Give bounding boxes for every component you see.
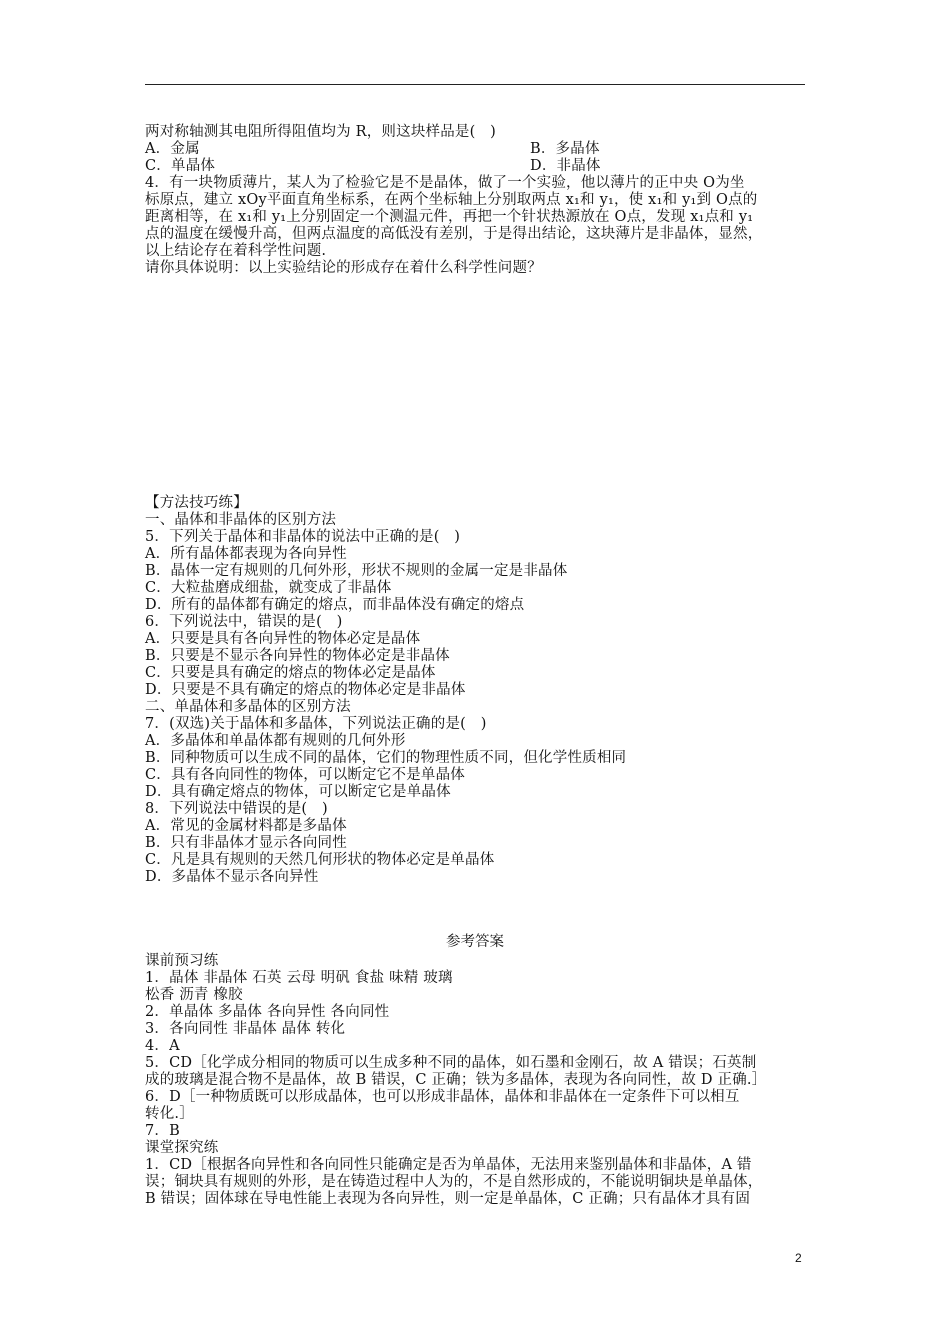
q4-line-3: 距离相等，在 x₁和 y₁上分别固定一个测温元件，再把一个针状热源放在 O点，发现 x₁点和 y₁	[145, 209, 754, 225]
q6-option-c: C．只要是具有确定的熔点的物体必定是晶体	[145, 665, 436, 681]
q3-option-b: B．多晶体	[530, 141, 600, 157]
class-answer-1-cont2: B 错误；固体球在导电性能上表现为各向异性，则一定是单晶体，C 正确；只有晶体才具有固	[145, 1191, 751, 1207]
class-answer-1-cont: 误；铜块具有规则的外形，是在铸造过程中人为的，不是自然形成的，不能说明铜块是单晶体，	[145, 1174, 763, 1190]
q3-option-d: D．非晶体	[530, 158, 601, 174]
answers-title: 参考答案	[446, 934, 504, 950]
answer-6-cont: 转化.］	[145, 1106, 194, 1122]
answer-5-cont: 成的玻璃是混合物不是晶体，故 B 错误，C 正确；铁为多晶体，表现为各向同性，故 D 正确.］	[145, 1072, 767, 1088]
header-rule	[145, 84, 805, 85]
q6-option-a: A．只要是具有各向异性的物体必定是晶体	[145, 631, 421, 647]
answer-1: 1．晶体 非晶体 石英 云母 明矾 食盐 味精 玻璃	[145, 970, 453, 986]
q8-option-d: D．多晶体不显示各向异性	[145, 869, 319, 885]
answer-6: 6．D［一种物质既可以形成晶体，也可以形成非晶体，晶体和非晶体在一定条件下可以相互	[145, 1089, 740, 1105]
q3-option-c: C．单晶体	[145, 158, 216, 174]
answer-5: 5．CD［化学成分相同的物质可以生成多种不同的晶体，如石墨和金刚石，故 A 错误；石英制	[145, 1055, 757, 1071]
q4-question: 请你具体说明：以上实验结论的形成存在着什么科学性问题？	[145, 260, 542, 276]
q8-stem: 8．下列说法中错误的是( )	[145, 801, 328, 817]
q5-stem: 5．下列关于晶体和非晶体的说法中正确的是( )	[145, 529, 461, 545]
page-number: 2	[795, 1251, 802, 1265]
q5-option-d: D．所有的晶体都有确定的熔点，而非晶体没有确定的熔点	[145, 597, 525, 613]
q7-option-b: B．同种物质可以生成不同的晶体，它们的物理性质不同，但化学性质相同	[145, 750, 627, 766]
q4-line-2: 标原点，建立 xOy平面直角坐标系，在两个坐标轴上分别取两点 x₁和 y₁，使 x₁和 y₁到 O点的	[145, 192, 758, 208]
q3-options-row1	[145, 141, 825, 158]
method-heading: 【方法技巧练】	[145, 495, 248, 511]
q5-option-a: A．所有晶体都表现为各向异性	[145, 546, 347, 562]
q7-stem: 7．(双选)关于晶体和多晶体，下列说法正确的是( )	[145, 716, 487, 732]
q3-options-row2	[145, 158, 825, 175]
answer-3: 3．各向同性 非晶体 晶体 转化	[145, 1021, 346, 1037]
q4-line-4: 点的温度在缓慢升高，但两点温度的高低没有差别，于是得出结论，这块薄片是非晶体，显然，	[145, 226, 763, 242]
q3-stem-tail: 两对称轴测其电阻所得阻值均为 R，则这块样品是( )	[145, 124, 497, 140]
q8-option-b: B．只有非晶体才显示各向同性	[145, 835, 347, 851]
q4-line-1: 4．有一块物质薄片，某人为了检验它是不是晶体，做了一个实验，他以薄片的正中央 O为坐	[145, 175, 745, 191]
q8-option-a: A．常见的金属材料都是多晶体	[145, 818, 347, 834]
answer-4: 4．A	[145, 1038, 180, 1054]
q5-option-b: B．晶体一定有规则的几何外形，形状不规则的金属一定是非晶体	[145, 563, 568, 579]
section-2-title: 二、单晶体和多晶体的区别方法	[145, 699, 351, 715]
q4-line-5: 以上结论存在着科学性问题.	[145, 243, 327, 259]
q7-option-a: A．多晶体和单晶体都有规则的几何外形	[145, 733, 406, 749]
q6-option-d: D．只要是不具有确定的熔点的物体必定是非晶体	[145, 682, 466, 698]
answers-pre-heading: 课前预习练	[145, 953, 219, 969]
q5-option-c: C．大粒盐磨成细盐，就变成了非晶体	[145, 580, 392, 596]
answer-1-cont: 松香 沥青 橡胶	[145, 987, 243, 1003]
q6-stem: 6．下列说法中，错误的是( )	[145, 614, 343, 630]
answers-class-heading: 课堂探究练	[145, 1140, 219, 1156]
section-1-title: 一、晶体和非晶体的区别方法	[145, 512, 337, 528]
q7-option-c: C．具有各向同性的物体，可以断定它不是单晶体	[145, 767, 465, 783]
answer-2: 2．单晶体 多晶体 各向异性 各向同性	[145, 1004, 390, 1020]
q8-option-c: C．凡是具有规则的天然几何形状的物体必定是单晶体	[145, 852, 495, 868]
answer-7: 7．B	[145, 1123, 180, 1139]
q6-option-b: B．只要是不显示各向异性的物体必定是非晶体	[145, 648, 450, 664]
q7-option-d: D．具有确定熔点的物体，可以断定它是单晶体	[145, 784, 451, 800]
class-answer-1: 1．CD［根据各向异性和各向同性只能确定是否为单晶体，无法用来鉴别晶体和非晶体，A 错	[145, 1157, 752, 1173]
q3-option-a: A．金属	[145, 141, 200, 157]
